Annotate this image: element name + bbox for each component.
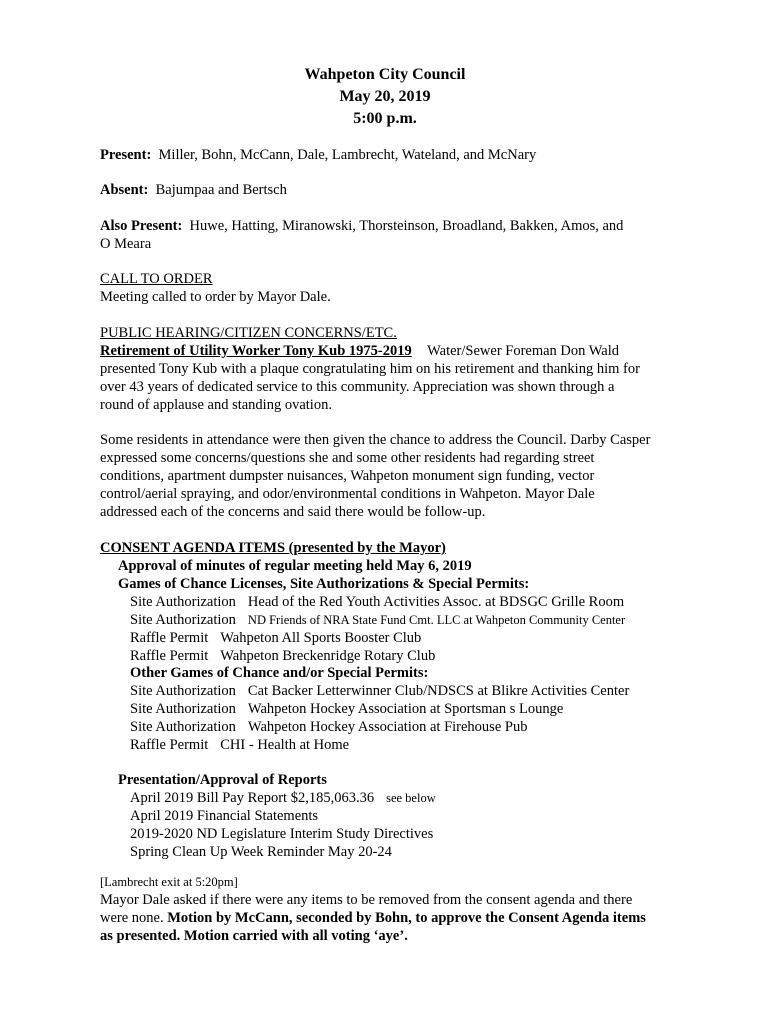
paragraph-line: conditions, apartment dumpster nuisances, Wahpeton monument sign funding, vector (100, 468, 595, 484)
list-item (130, 736, 349, 754)
motion-result: as presented. Motion carried with all voting ‘aye’. (100, 928, 408, 944)
games-of-chance-heading: Games of Chance Licenses, Site Authorizations & Special Permits: (118, 576, 530, 592)
council-title: Wahpeton City Council (304, 66, 466, 83)
item-desc: Wahpeton Hockey Association at Firehouse Pub (247, 719, 528, 735)
paragraph-line: presented Tony Kub with a plaque congratulating him on his retirement and thanking him for (100, 361, 640, 377)
paragraph-line: Some residents in attendance were then given the chance to address the Council. Darby Casper (100, 432, 651, 448)
list-item (130, 611, 625, 629)
item-type: Raffle Permit (130, 630, 209, 646)
other-games-heading: Other Games of Chance and/or Special Permits: (130, 665, 429, 681)
also-present-names: Huwe, Hatting, Miranowski, Thorsteinson, Broadland, Bakken, Amos, and (189, 218, 624, 234)
minutes-approval: Approval of minutes of regular meeting held May 6, 2019 (118, 558, 472, 574)
present-line (100, 146, 536, 164)
paragraph-line: expressed some concerns/questions she and some other residents had regarding street (100, 450, 595, 466)
motion-line (100, 909, 646, 927)
item-type: Site Authorization (130, 701, 236, 717)
motion-text-plain: were none. (100, 910, 168, 926)
report-item: April 2019 Financial Statements (130, 808, 319, 824)
item-desc: Head of the Red Youth Activities Assoc. at BDSGC Grille Room (247, 594, 625, 610)
item-desc: CHI - Health at Home (220, 737, 350, 753)
meeting-date: May 20, 2019 (339, 88, 431, 105)
item-type: Raffle Permit (130, 648, 209, 664)
list-item (130, 647, 435, 665)
also-present-continuation: O Meara (100, 236, 152, 252)
retirement-heading: Retirement of Utility Worker Tony Kub 1975-2019 (100, 343, 412, 359)
item-type: Site Authorization (130, 719, 236, 735)
paragraph-line: round of applause and standing ovation. (100, 397, 332, 413)
list-item (130, 593, 624, 611)
report-note: see below (386, 791, 436, 805)
consent-agenda-heading: CONSENT AGENDA ITEMS (presented by the Mayor) (100, 540, 446, 556)
list-item (130, 629, 421, 647)
list-item (130, 700, 563, 718)
retirement-text-start: Water/Sewer Foreman Don Wald (427, 343, 620, 359)
report-item: 2019-2020 ND Legislature Interim Study Directives (130, 826, 434, 842)
report-item (130, 789, 436, 807)
retirement-line (100, 342, 619, 360)
meeting-time: 5:00 p.m. (353, 110, 417, 127)
item-type: Site Authorization (130, 612, 236, 628)
absent-line (100, 181, 287, 199)
item-type: Raffle Permit (130, 737, 209, 753)
item-desc: Wahpeton Hockey Association at Sportsman s Lounge (247, 701, 564, 717)
also-present-line (100, 217, 623, 235)
report-item: Spring Clean Up Week Reminder May 20-24 (130, 844, 392, 860)
item-type: Site Authorization (130, 594, 236, 610)
paragraph-line: Mayor Dale asked if there were any items to be removed from the consent agenda and there (100, 892, 633, 908)
list-item (130, 682, 629, 700)
call-to-order-text: Meeting called to order by Mayor Dale. (100, 289, 331, 305)
list-item (130, 718, 527, 736)
absent-label: Absent: (100, 182, 149, 198)
item-desc: Wahpeton All Sports Booster Club (220, 630, 422, 646)
report-title: April 2019 Bill Pay Report $2,185,063.36 (130, 790, 375, 806)
reports-heading: Presentation/Approval of Reports (118, 772, 327, 788)
item-type: Site Authorization (130, 683, 236, 699)
motion-text-bold: Motion by McCann, seconded by Bohn, to approve the Consent Agenda items (167, 910, 646, 926)
paragraph-line: addressed each of the concerns and said there would be follow-up. (100, 504, 486, 520)
item-desc: ND Friends of NRA State Fund Cmt. LLC at Wahpeton Community Center (247, 613, 626, 627)
also-present-label: Also Present: (100, 218, 183, 234)
call-to-order-heading: CALL TO ORDER (100, 271, 213, 287)
present-names: Miller, Bohn, McCann, Dale, Lambrecht, Wateland, and McNary (158, 147, 537, 163)
present-label: Present: (100, 147, 152, 163)
paragraph-line: control/aerial spraying, and odor/environmental conditions in Wahpeton. Mayor Dale (100, 486, 595, 502)
item-desc: Cat Backer Letterwinner Club/NDSCS at Blikre Activities Center (247, 683, 630, 699)
exit-note: [Lambrecht exit at 5:20pm] (100, 875, 238, 889)
item-desc: Wahpeton Breckenridge Rotary Club (220, 648, 436, 664)
absent-names: Bajumpaa and Bertsch (155, 182, 287, 198)
public-hearing-heading: PUBLIC HEARING/CITIZEN CONCERNS/ETC. (100, 325, 397, 341)
paragraph-line: over 43 years of dedicated service to this community. Appreciation was shown through a (100, 379, 615, 395)
